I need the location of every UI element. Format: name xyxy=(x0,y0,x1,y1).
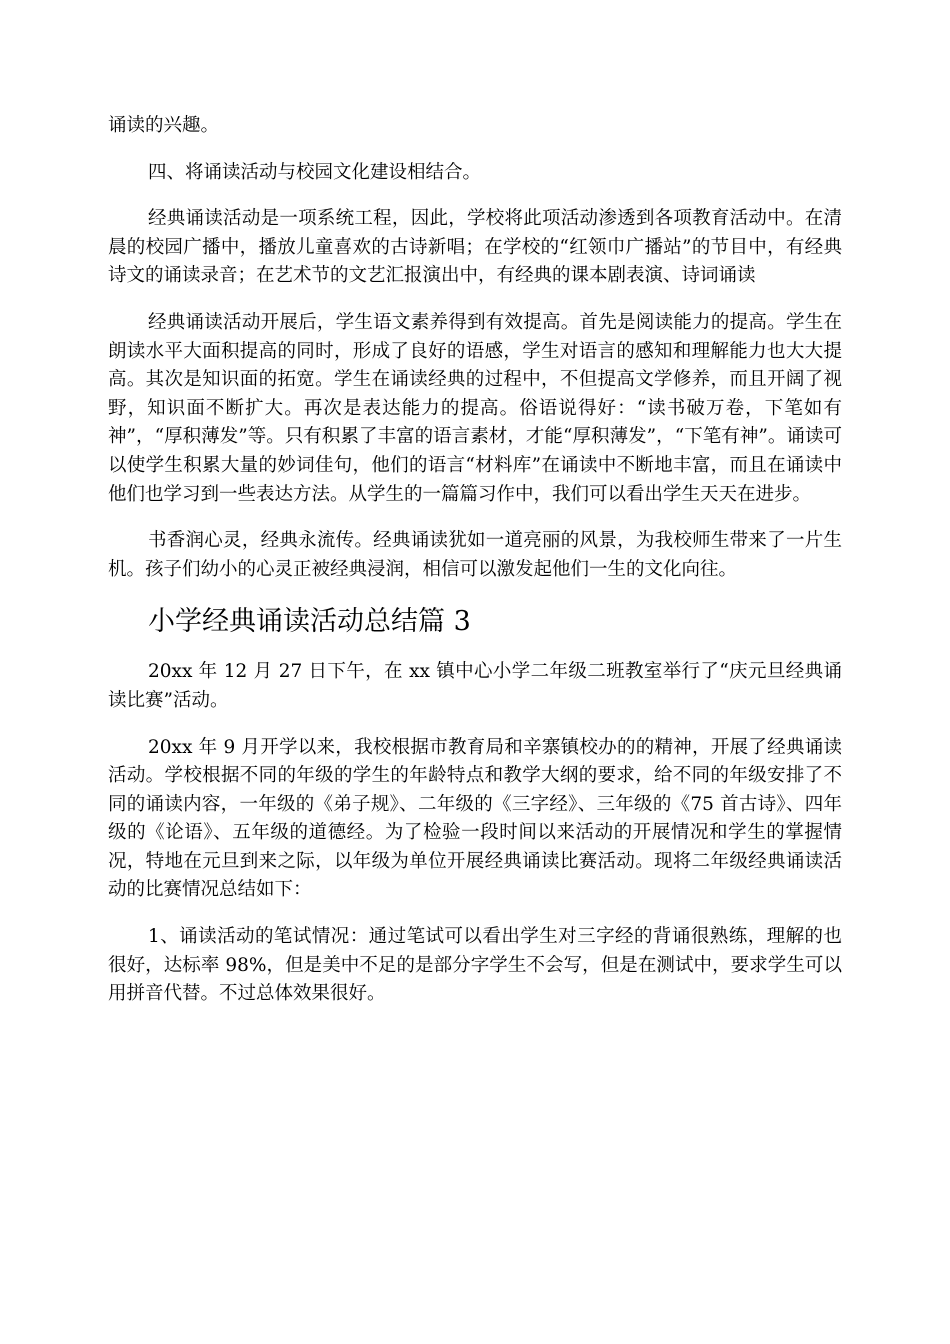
paragraph-continuation: 诵读的兴趣。 xyxy=(108,115,220,136)
paragraph-activity-background: 20xx 年 9 月开学以来，我校根据市教育局和辛寨镇校办的的精神，开展了经典诵读活动。学校根据不同的年级的学生的年龄特点和教学大纲的要求，给不同的年级安排了不同的诵读内容，一年级的《弟子规》、二年级的《三字经》、三年级的《75 首古诗》、四年级的《论语》、五年级的道德经。为了检验一段时间以来活动的开展情况和学生的掌握情况，特地在元旦到来之际，以年级为单位开展经典诵读比赛活动。现将二年级经典诵读活动的比赛情况总结如下： xyxy=(108,736,842,901)
section-heading: 小学经典诵读活动总结篇 3 xyxy=(148,606,471,638)
document-page xyxy=(108,112,842,1009)
paragraph-written-test: 1、诵读活动的笔试情况：通过笔试可以看出学生对三字经的背诵很熟练，理解的也很好，达标率 98%，但是美中不足的是部分字学生不会写，但是在测试中，要求学生可以用拼音代替。不过总体效果很好。 xyxy=(108,926,842,1005)
paragraph-closing: 书香润心灵，经典永流传。经典诵读犹如一道亮丽的风景，为我校师生带来了一片生机。孩子们幼小的心灵正被经典浸润，相信可以激发起他们一生的文化向往。 xyxy=(108,530,842,580)
paragraph-system-project: 经典诵读活动是一项系统工程，因此，学校将此项活动渗透到各项教育活动中。在清晨的校园广播中，播放儿童喜欢的古诗新唱；在学校的“红领巾广播站”的节目中，有经典诗文的诵读录音；在艺术节的文艺汇报演出中，有经典的课本剧表演、诗词诵读 xyxy=(108,208,842,287)
paragraph-literacy-improvement: 经典诵读活动开展后，学生语文素养得到有效提高。首先是阅读能力的提高。学生在朗读水平大面积提高的同时，形成了良好的语感，学生对语言的感知和理解能力也大大提高。其次是知识面的拓宽。学生在诵读经典的过程中，不但提高文学修养，而且开阔了视野，知识面不断扩大。再次是表达能力的提高。俗语说得好：“读书破万卷，下笔如有神”，“厚积薄发”等。只有积累了丰富的语言素材，才能“厚积薄发”，“下笔有神”。诵读可以使学生积累大量的妙词佳句，他们的语言“材料库”在诵读中不断地丰富，而且在诵读中他们也学习到一些表达方法。从学生的一篇篇习作中，我们可以看出学生天天在进步。 xyxy=(108,311,842,505)
paragraph-section-four: 四、将诵读活动与校园文化建设相结合。 xyxy=(148,161,482,183)
paragraph-event-intro: 20xx 年 12 月 27 日下午，在 xx 镇中心小学二年级二班教室举行了“庆元旦经典诵读比赛”活动。 xyxy=(108,661,842,711)
